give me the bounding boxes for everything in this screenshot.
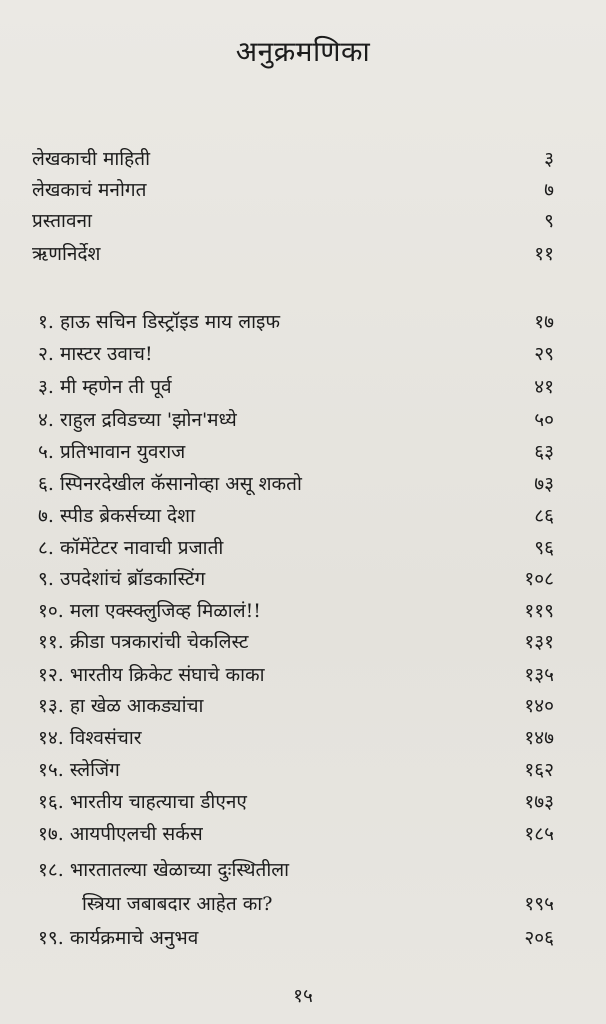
toc-chapter-title: ९. उपदेशांचं ब्रॉडकास्टिंग xyxy=(38,568,206,590)
toc-chapter xyxy=(0,626,606,658)
toc-chapter-page: ५० xyxy=(534,409,554,431)
toc-entry-page: ९ xyxy=(544,210,554,232)
toc-entry-page: ३ xyxy=(544,148,554,170)
toc-chapter xyxy=(0,500,606,532)
toc-chapter-title: स्त्रिया जबाबदार आहेत का? xyxy=(82,893,273,915)
toc-chapter xyxy=(0,306,606,338)
toc-chapter-page: १९५ xyxy=(524,893,554,915)
toc-chapter-title: १५. स्लेजिंग xyxy=(38,759,120,781)
toc-chapter xyxy=(0,818,606,850)
toc-chapter-page: ४१ xyxy=(534,376,554,398)
toc-chapter-title: ५. प्रतिभावान युवराज xyxy=(38,441,186,463)
toc-entry xyxy=(0,174,606,206)
toc-chapter xyxy=(0,563,606,595)
toc-chapter-title: ७. स्पीड ब्रेकर्सच्या देशा xyxy=(38,505,195,527)
toc-chapter-page: ७३ xyxy=(534,473,554,495)
toc-chapter xyxy=(0,595,606,627)
toc-chapter xyxy=(0,436,606,468)
toc-chapter-page: ८६ xyxy=(534,505,554,527)
toc-chapter-page: २९ xyxy=(534,343,554,365)
toc-chapter-page: १४० xyxy=(524,695,554,717)
toc-chapter-page: १३१ xyxy=(524,631,554,653)
page-title: अनुक्रमणिका xyxy=(235,35,371,68)
toc-chapter-page: ९६ xyxy=(534,537,554,559)
toc-chapter-title: १४. विश्वसंचार xyxy=(38,727,142,749)
toc-chapter xyxy=(0,922,606,954)
toc-entry-title: प्रस्तावना xyxy=(32,210,92,232)
toc-chapter xyxy=(0,854,606,886)
toc-chapter-page: १६२ xyxy=(524,759,554,781)
toc-chapter-title: १९. कार्यक्रमाचे अनुभव xyxy=(38,927,199,949)
toc-chapter-title: ३. मी म्हणेन ती पूर्व xyxy=(38,376,172,398)
toc-chapter-title: २. मास्टर उवाच! xyxy=(38,343,153,365)
toc-chapter xyxy=(0,786,606,818)
toc-chapter xyxy=(0,722,606,754)
toc-entry-title: लेखकाची माहिती xyxy=(32,148,151,170)
toc-chapter-page: २०६ xyxy=(524,927,554,949)
toc-entry-title: ऋणनिर्देश xyxy=(32,243,101,265)
toc-chapter-title: १८. भारतातल्या खेळाच्या दुःस्थितीला xyxy=(38,859,290,881)
toc-chapter xyxy=(0,659,606,691)
toc-chapter xyxy=(0,754,606,786)
toc-chapter xyxy=(0,468,606,500)
toc-chapter-page: ६३ xyxy=(534,441,554,463)
toc-chapter-page: १४७ xyxy=(524,727,554,749)
toc-chapter xyxy=(0,404,606,436)
toc-chapter-title: ६. स्पिनरदेखील कॅसानोव्हा असू शकतो xyxy=(38,473,302,495)
toc-chapter-page: १७३ xyxy=(524,791,554,813)
toc-entry-page: ७ xyxy=(544,179,554,201)
page-number: १५ xyxy=(293,985,313,1007)
toc-chapter-title: १०. मला एक्स्क्लुजिव्ह मिळालं!! xyxy=(38,600,261,622)
toc-chapter-title: १२. भारतीय क्रिकेट संघाचे काका xyxy=(38,664,265,686)
toc-chapter-title: १३. हा खेळ आकड्यांचा xyxy=(38,695,204,717)
toc-entry xyxy=(0,205,606,237)
toc-chapter-page: १७ xyxy=(534,311,554,333)
toc-chapter xyxy=(0,532,606,564)
toc-chapter-title: १. हाऊ सचिन डिस्ट्रॉइड माय लाइफ xyxy=(38,311,280,333)
toc-chapter-title: १७. आयपीएलची सर्कस xyxy=(38,823,203,845)
toc-entry xyxy=(0,238,606,270)
toc-chapter-page: १३५ xyxy=(524,664,554,686)
toc-chapter-page: १०८ xyxy=(524,568,554,590)
toc-chapter xyxy=(0,338,606,370)
toc-chapter-title: ४. राहुल द्रविडच्या 'झोन'मध्ये xyxy=(38,409,237,431)
toc-chapter-continuation xyxy=(0,888,606,920)
toc-entry xyxy=(0,143,606,175)
toc-entry-page: ११ xyxy=(534,243,554,265)
toc-chapter xyxy=(0,690,606,722)
toc-chapter-title: ८. कॉमेंटेटर नावाची प्रजाती xyxy=(38,537,224,559)
toc-chapter-page: १८५ xyxy=(524,823,554,845)
toc-chapter-page: ११९ xyxy=(524,600,554,622)
toc-chapter-title: १६. भारतीय चाहत्याचा डीएनए xyxy=(38,791,247,813)
toc-chapter xyxy=(0,371,606,403)
toc-entry-title: लेखकाचं मनोगत xyxy=(32,179,147,201)
toc-chapter-title: ११. क्रीडा पत्रकारांची चेकलिस्ट xyxy=(38,631,249,653)
